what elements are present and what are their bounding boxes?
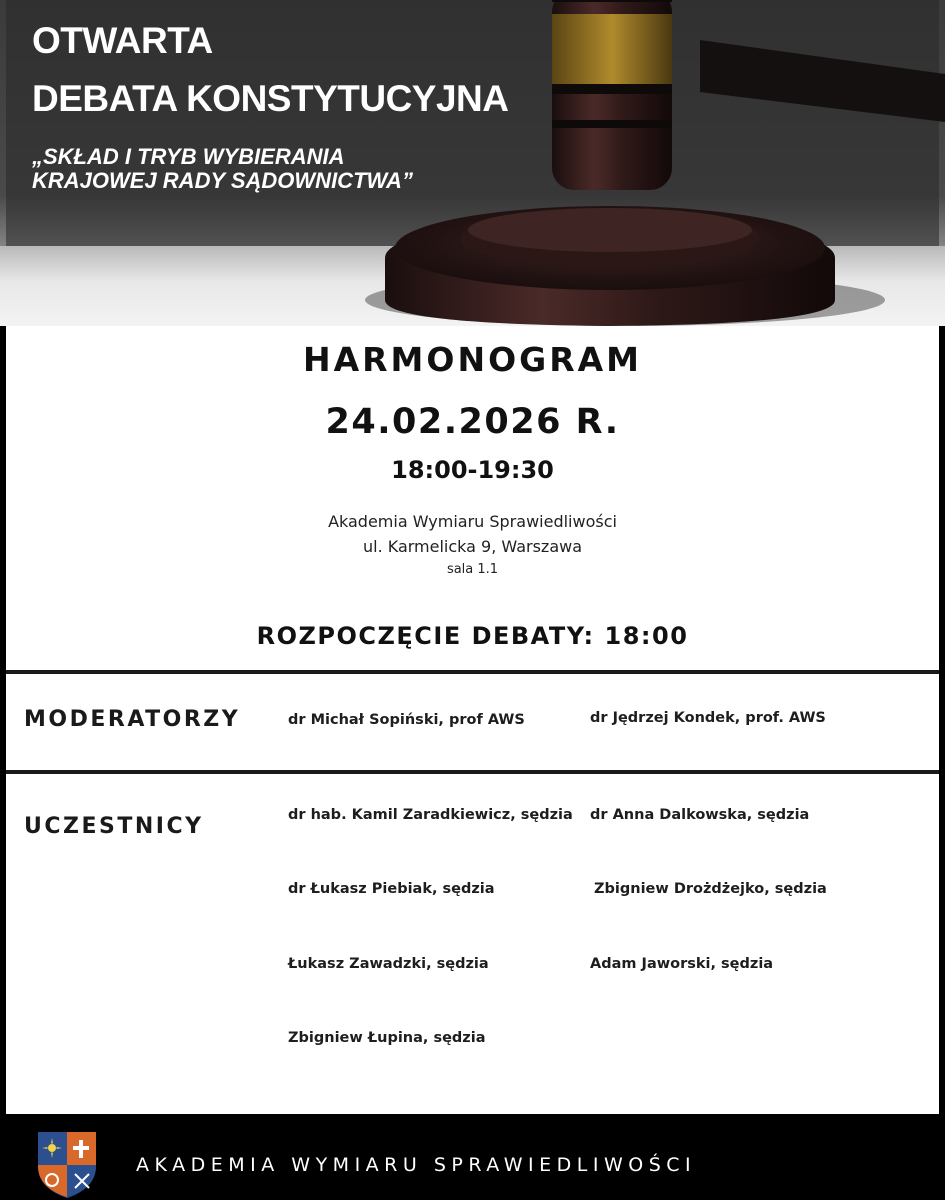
institution-name: AKADEMIA WYMIARU SPRAWIEDLIWOŚCI [136, 1154, 697, 1176]
participant-name: Zbigniew Drożdżejko, sędzia [594, 881, 827, 897]
event-subtitle-line2: KRAJOWEJ RADY SĄDOWNICTWA” [32, 168, 413, 193]
aws-crest-icon [36, 1130, 98, 1200]
event-time: 18:00-19:30 [391, 456, 554, 484]
event-subtitle-line1: „SKŁAD I TRYB WYBIERANIA [32, 144, 345, 169]
schedule-heading: HARMONOGRAM [302, 340, 642, 379]
venue-name: Akademia Wymiaru Sprawiedliwości [328, 512, 617, 531]
debate-start: ROZPOCZĘCIE DEBATY: 18:00 [256, 622, 689, 650]
moderator-name: dr Michał Sopiński, prof AWS [288, 712, 525, 728]
participant-name: dr Anna Dalkowska, sędzia [590, 807, 810, 823]
event-title-line2: DEBATA KONSTYTUCYJNA [32, 78, 509, 119]
venue-room: sala 1.1 [446, 562, 499, 577]
footer [0, 1114, 945, 1200]
participant-name: dr hab. Kamil Zaradkiewicz, sędzia [288, 807, 573, 823]
moderators-label: MODERATORZY [24, 707, 241, 732]
divider [6, 670, 939, 674]
participant-name: Łukasz Zawadzki, sędzia [288, 956, 489, 972]
participant-name: Zbigniew Łupina, sędzia [288, 1030, 486, 1046]
participants-label: UCZESTNICY [24, 814, 204, 839]
event-title-line1: OTWARTA [32, 20, 213, 61]
participant-name: Adam Jaworski, sędzia [590, 956, 774, 972]
divider [6, 770, 939, 774]
event-date: 24.02.2026 R. [325, 402, 620, 442]
hero-banner [0, 0, 945, 326]
moderator-name: dr Jędrzej Kondek, prof. AWS [590, 710, 826, 726]
schedule-sheet [6, 326, 939, 1114]
venue-address: ul. Karmelicka 9, Warszawa [362, 537, 583, 556]
participant-name: dr Łukasz Piebiak, sędzia [288, 881, 495, 897]
